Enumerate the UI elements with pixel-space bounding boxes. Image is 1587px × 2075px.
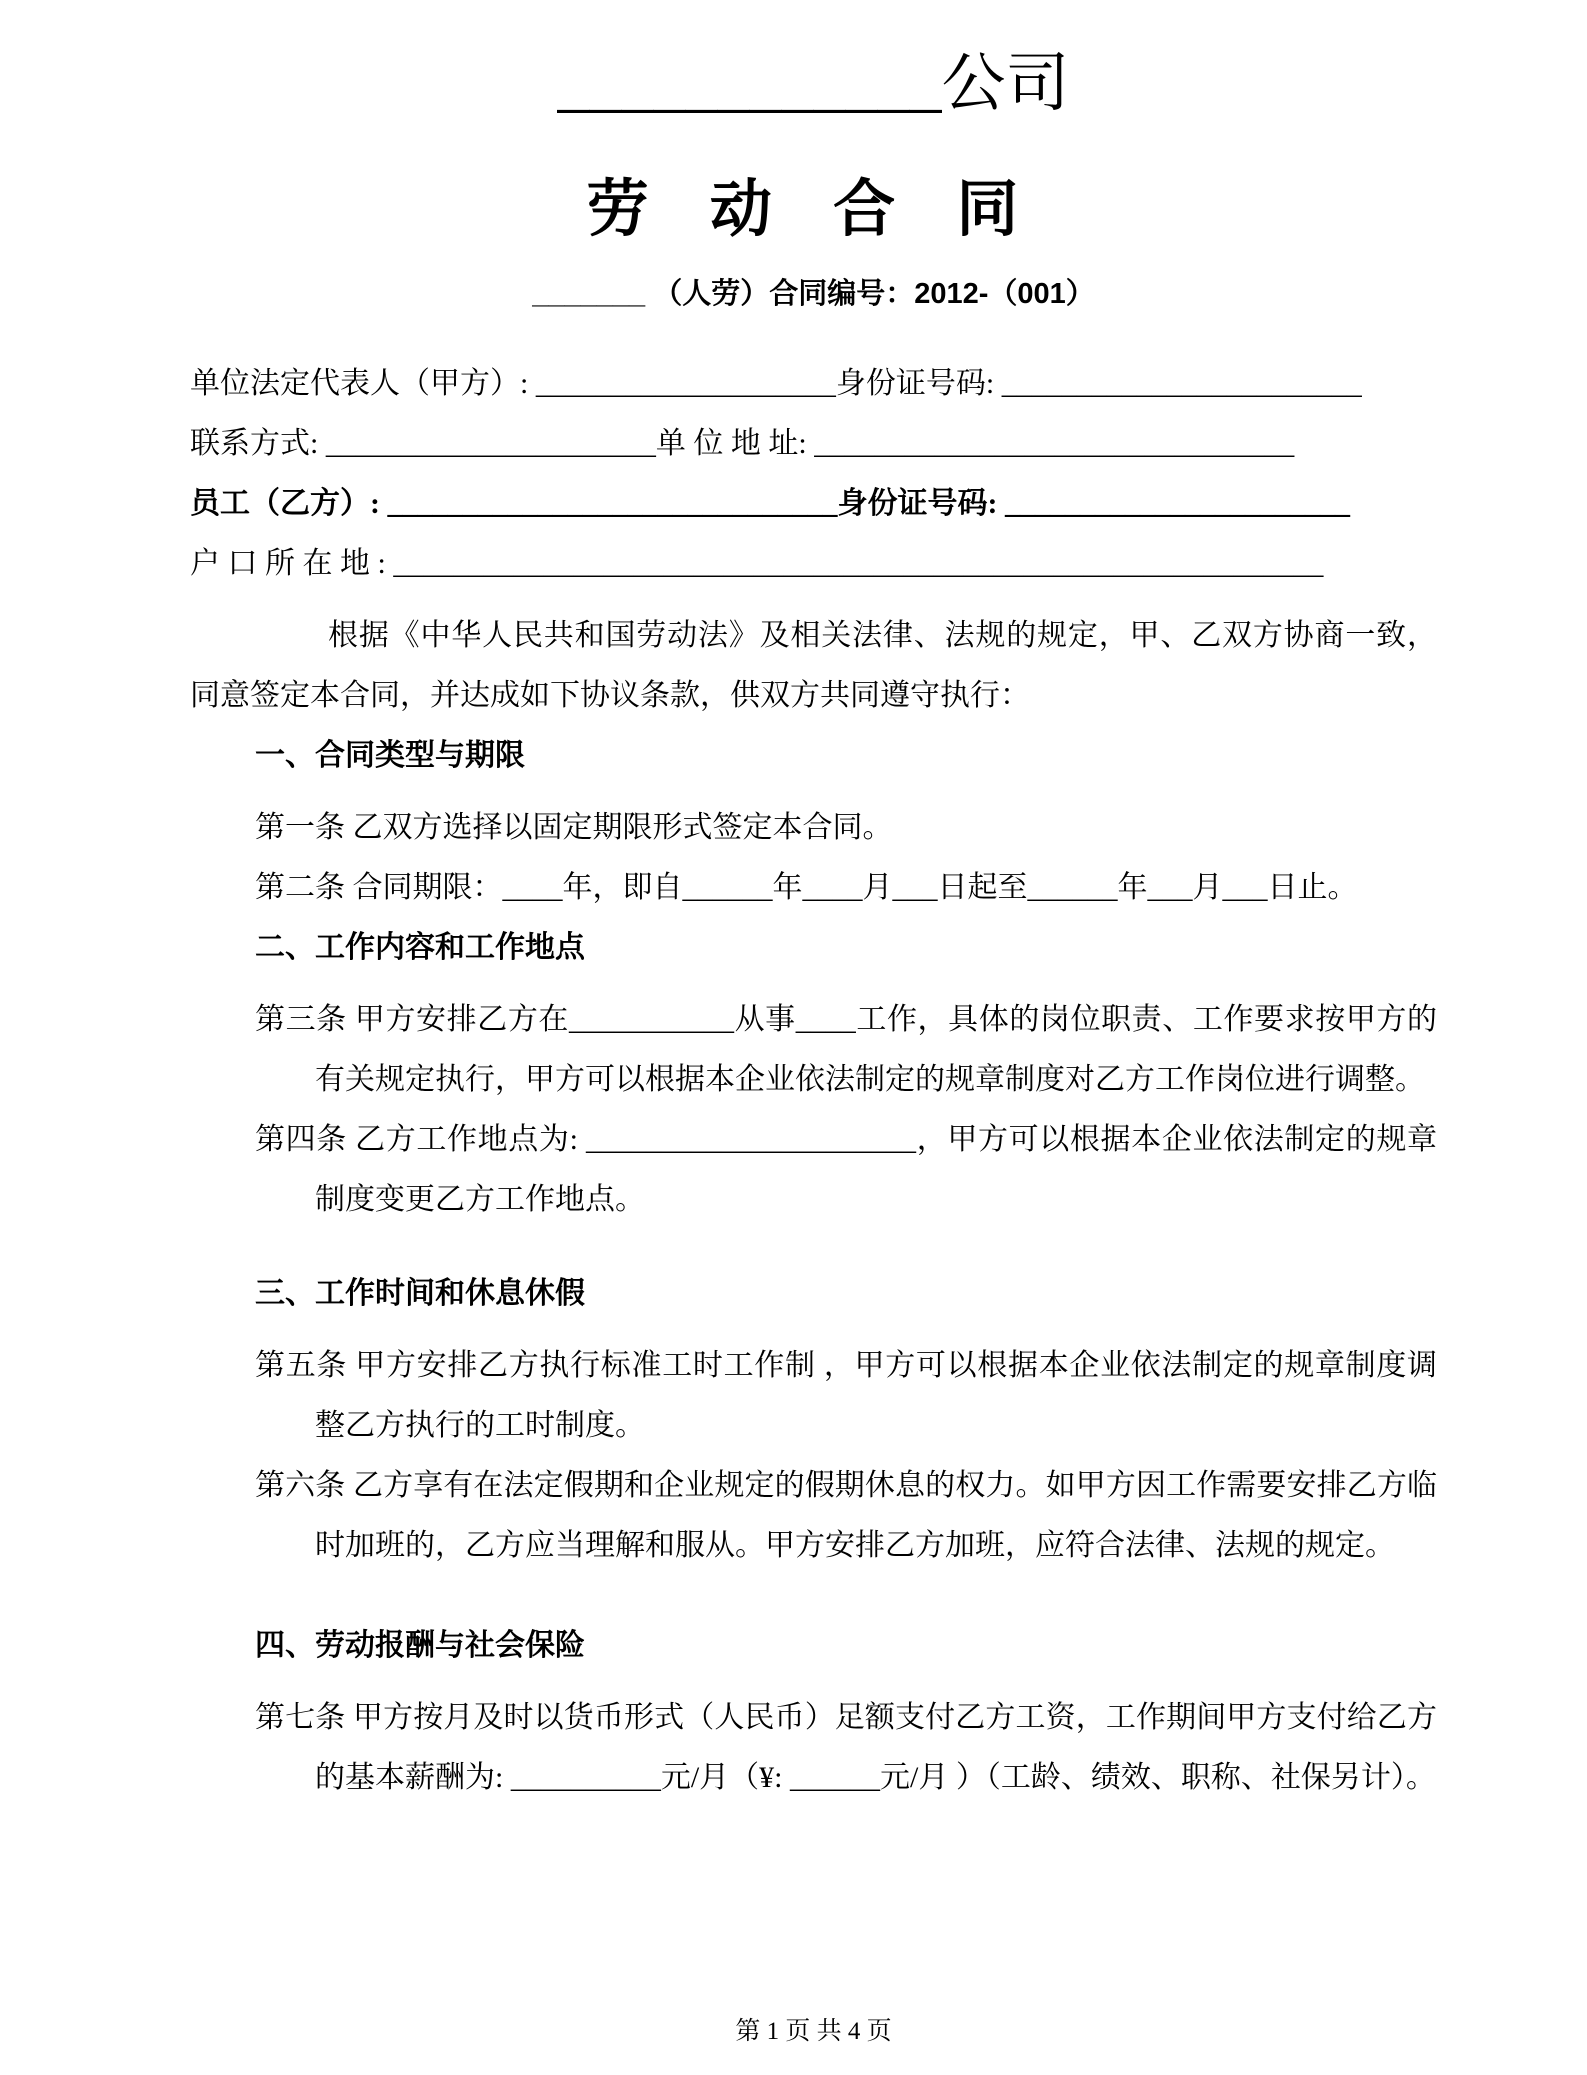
company-suffix-label: 公司 [941, 48, 1070, 119]
contract-number-blank-field: _______ [532, 278, 654, 310]
section-heading-work-hours: 三、工作时间和休息休假 [255, 1277, 585, 1310]
form-row-contact-address [190, 414, 1437, 474]
document-title: 劳 动 合 同 [586, 175, 1041, 244]
article-5: 第五条 甲方安排乙方执行标准工时工作制 ，甲方可以根据本企业依法制定的规章制度调整乙方执行的工时制度。 [255, 1349, 1437, 1442]
article-2: 第二条 合同期限：____年，即自______年____月___日起至______年___月___日止。 [255, 871, 1358, 904]
contract-number-label: （人劳）合同编号：2012-（001） [653, 278, 1095, 310]
page-number: 第 1 页 共 4 页 [735, 2018, 892, 2045]
contact-method-blank-field: ______________________ [325, 427, 656, 460]
employer-id-number-label: 身份证号码: [835, 367, 1002, 400]
form-row-household-registration [190, 534, 1437, 594]
section-heading-contract-type: 一、合同类型与期限 [255, 739, 525, 772]
article-6: 第六条 乙方享有在法定假期和企业规定的假期休息的权力。如甲方因工作需要安排乙方临时加班的，乙方应当理解和服从。甲方安排乙方加班，应符合法律、法规的规定。 [255, 1469, 1437, 1562]
article-1: 第一条 乙双方选择以固定期限形式签定本合同。 [255, 811, 893, 844]
company-address-label: 单 位 地 址: [655, 427, 815, 460]
legal-representative-label: 单位法定代表人（甲方）: [190, 367, 536, 400]
section-heading-work-content: 二、工作内容和工作地点 [255, 931, 585, 964]
article-7: 第七条 甲方按月及时以货币形式（人民币）足额支付乙方工资，工作期间甲方支付给乙方的基本薪酬为: __________元/月（¥: ______元/月 ）（工龄、绩效、职称、社保另计）。 [255, 1701, 1437, 1794]
form-row-employee [190, 474, 1437, 534]
legal-representative-blank-field: ____________________ [535, 367, 836, 400]
employee-name-blank-field: ______________________________ [387, 487, 838, 520]
employee-id-number-label: 身份证号码: [837, 487, 1005, 520]
article-3: 第三条 甲方安排乙方在___________从事____工作，具体的岗位职责、工作要求按甲方的有关规定执行，甲方可以根据本企业依法制定的规章制度对乙方工作岗位进行调整。 [255, 1003, 1437, 1096]
household-registration-blank-field: ______________________________________________________________ [393, 547, 1324, 580]
employer-id-number-blank-field: ________________________ [1001, 367, 1362, 400]
contract-number-line [190, 274, 1437, 314]
household-registration-label: 户 口 所 在 地 : [190, 547, 394, 580]
contact-method-label: 联系方式: [190, 427, 326, 460]
company-address-blank-field: ________________________________ [814, 427, 1295, 460]
employee-label: 员工（乙方）: [190, 487, 388, 520]
article-4: 第四条 乙方工作地点为: ______________________，甲方可以根据本企业依法制定的规章制度变更乙方工作地点。 [255, 1123, 1437, 1216]
intro-paragraph: 根据《中华人民共和国劳动法》及相关法律、法规的规定，甲、乙双方协商一致，同意签定本合同，并达成如下协议条款，供双方共同遵守执行： [190, 619, 1437, 712]
section-heading-compensation: 四、劳动报酬与社会保险 [255, 1629, 585, 1662]
party-info-form [190, 354, 1437, 594]
form-row-legal-representative [190, 354, 1437, 414]
company-name-blank-field: ____________ [557, 48, 942, 119]
company-name-line [190, 44, 1437, 124]
employee-id-number-blank-field: _______________________ [1005, 487, 1350, 520]
